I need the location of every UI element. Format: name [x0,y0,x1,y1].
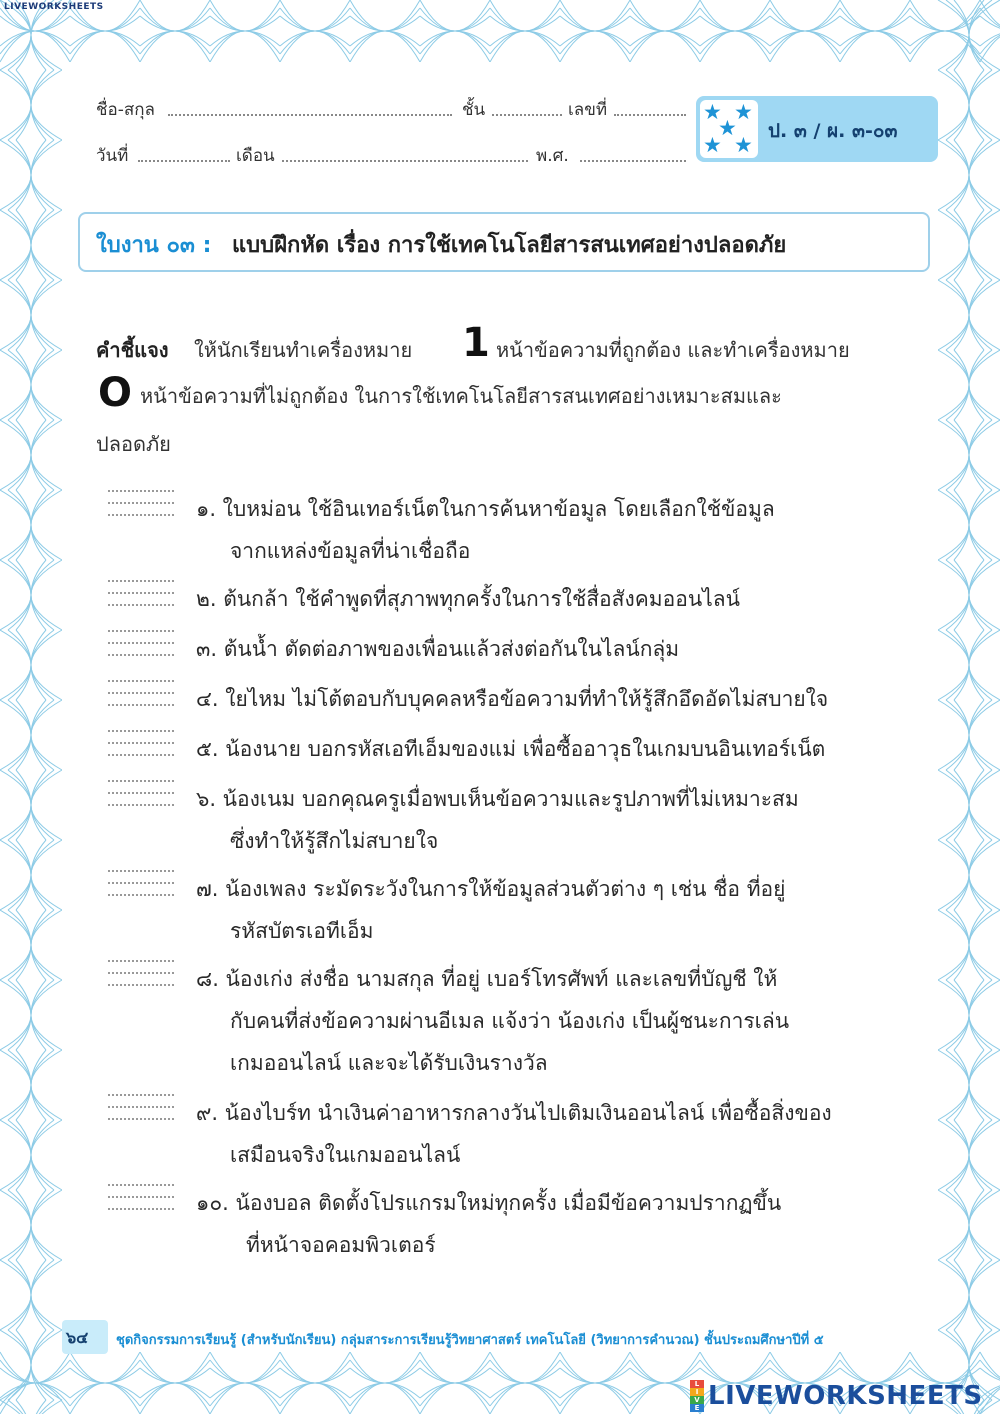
answer-dotted-line [108,704,174,706]
answer-field[interactable] [108,730,174,756]
question-text: ๗. น้องเพลง ระมัดระวังในการให้ข้อมูลส่วนตัวต่าง ๆ เช่น ชื่อ ที่อยู่ [196,877,786,901]
badge-letter: I [690,1388,704,1396]
question-text: ๒. ต้นกล้า ใช้คำพูดที่สุภาพทุกครั้งในการใช้สื่อสังคมออนไลน์ [196,587,741,611]
question-text: ซึ่งทำให้รู้สึกไม่สบายใจ [230,829,439,853]
answer-dotted-line [108,780,174,782]
liveworksheets-logo [690,1380,983,1412]
year-field[interactable] [580,160,686,162]
number-label: เลขที่ [568,100,608,120]
answer-dotted-line [108,502,174,504]
badge-letter: V [690,1396,704,1404]
answer-dotted-line [108,742,174,744]
question-text: ๑. ใบหม่อน ใช้อินเทอร์เน็ตในการค้นหาข้อมูล โดยเลือกใช้ข้อมูล [196,497,775,521]
answer-dotted-line [108,882,174,884]
question-text: ๓. ต้นน้ำ ตัดต่อภาพของเพื่อนแล้วส่งต่อกันในไลน์กลุ่ม [196,637,680,661]
day-label: วันที่ [96,146,129,166]
worksheet-number: ใบงาน ๐๓ : [96,233,212,258]
answer-dotted-line [108,1106,174,1108]
instructions-text-1a: ให้นักเรียนทำเครื่องหมาย [194,338,413,362]
answer-field[interactable] [108,780,174,806]
answer-dotted-line [108,730,174,732]
answer-dotted-line [108,604,174,606]
year-label: พ.ศ. [536,146,569,166]
name-field[interactable] [168,114,452,116]
question-text: ๙. น้องไบร์ท นำเงินค่าอาหารกลางวันไปเติมเงินออนไลน์ เพื่อซื้อสิ่งของ [196,1101,832,1125]
class-field[interactable] [492,114,562,116]
answer-dotted-line [108,592,174,594]
question-text: จากแหล่งข้อมูลที่น่าเชื่อถือ [230,539,471,563]
answer-dotted-line [108,792,174,794]
answer-dotted-line [108,654,174,656]
question-text: กับคนที่ส่งข้อความผ่านอีเมล แจ้งว่า น้องเก่ง เป็นผู้ชนะการเล่น [230,1009,790,1033]
answer-dotted-line [108,514,174,516]
instructions-text-2: หน้าข้อความที่ไม่ถูกต้อง ในการใช้เทคโนโลยีสารสนเทศอย่างเหมาะสมและ [140,384,782,408]
instructions-heading: คำชี้แจง [96,338,169,362]
instructions-text-3: ปลอดภัย [96,432,171,456]
stars-icon [700,100,758,158]
answer-field[interactable] [108,680,174,706]
question-text: ที่หน้าจอคอมพิวเตอร์ [246,1233,436,1257]
answer-dotted-line [108,754,174,756]
mark-correct: 1 [462,320,490,366]
logo-badge-icon [690,1380,704,1412]
badge-letter: E [690,1404,704,1412]
answer-field[interactable] [108,870,174,896]
answer-dotted-line [108,1094,174,1096]
level-code: ป. ๓ / ผ. ๓-๐๓ [768,120,898,142]
answer-dotted-line [108,680,174,682]
answer-dotted-line [108,1184,174,1186]
mark-wrong: O [98,370,133,416]
question-text: เกมออนไลน์ และจะได้รับเงินรางวัล [230,1051,548,1075]
watermark-top: LIVEWORKSHEETS [4,2,104,12]
answer-dotted-line [108,972,174,974]
answer-dotted-line [108,490,174,492]
answer-dotted-line [108,642,174,644]
answer-dotted-line [108,580,174,582]
answer-dotted-line [108,870,174,872]
answer-dotted-line [108,984,174,986]
question-text: เสมือนจริงในเกมออนไลน์ [230,1143,461,1167]
answer-field[interactable] [108,1094,174,1120]
answer-dotted-line [108,894,174,896]
answer-dotted-line [108,1118,174,1120]
question-text: ๑๐. น้องบอล ติดตั้งโปรแกรมใหม่ทุกครั้ง เมื่อมีข้อความปรากฏขึ้น [196,1191,782,1215]
month-label: เดือน [236,146,275,166]
badge-letter: L [690,1380,704,1388]
answer-field[interactable] [108,960,174,986]
day-field[interactable] [138,160,230,162]
answer-field[interactable] [108,580,174,606]
answer-dotted-line [108,1196,174,1198]
answer-field[interactable] [108,490,174,516]
footer-text: ชุดกิจกรรมการเรียนรู้ (สำหรับนักเรียน) กลุ่มสาระการเรียนรู้วิทยาศาสตร์ เทคโนโลยี (วิทยาการคำนวณ) ชั้นประถมศึกษาปีที่ ๕ [116,1333,824,1348]
class-label: ชั้น [462,100,486,120]
question-text: ๖. น้องเนม บอกคุณครูเมื่อพบเห็นข้อความและรูปภาพที่ไม่เหมาะสม [196,787,799,811]
answer-field[interactable] [108,630,174,656]
answer-dotted-line [108,960,174,962]
question-text: ๕. น้องนาย บอกรหัสเอทีเอ็มของแม่ เพื่อซื้ออาวุธในเกมบนอินเทอร์เน็ต [196,737,826,761]
question-text: ๘. น้องเก่ง ส่งชื่อ นามสกุล ที่อยู่ เบอร์โทรศัพท์ และเลขที่บัญชี ให้ [196,967,778,991]
star-icon: ★ [734,133,753,157]
month-field[interactable] [282,160,528,162]
star-icon: ★ [734,100,753,124]
answer-dotted-line [108,804,174,806]
answer-dotted-line [108,692,174,694]
answer-field[interactable] [108,1184,174,1210]
name-label: ชื่อ-สกุล [96,100,155,120]
star-icon: ★ [703,133,722,157]
logo-text: LIVEWORKSHEETS [708,1381,983,1411]
number-field[interactable] [614,114,686,116]
instructions-text-1b: หน้าข้อความที่ถูกต้อง และทำเครื่องหมาย [496,338,850,362]
star-icon: ★ [703,100,722,124]
star-icon: ★ [718,116,737,140]
question-text: ๔. ใยไหม ไม่โต้ตอบกับบุคคลหรือข้อความที่ทำให้รู้สึกอึดอัดไม่สบายใจ [196,687,829,711]
answer-dotted-line [108,630,174,632]
worksheet-title: แบบฝึกหัด เรื่อง การใช้เทคโนโลยีสารสนเทศอย่างปลอดภัย [232,233,787,258]
question-text: รหัสบัตรเอทีเอ็ม [230,919,374,943]
page-number: ๖๔ [66,1328,89,1347]
answer-dotted-line [108,1208,174,1210]
